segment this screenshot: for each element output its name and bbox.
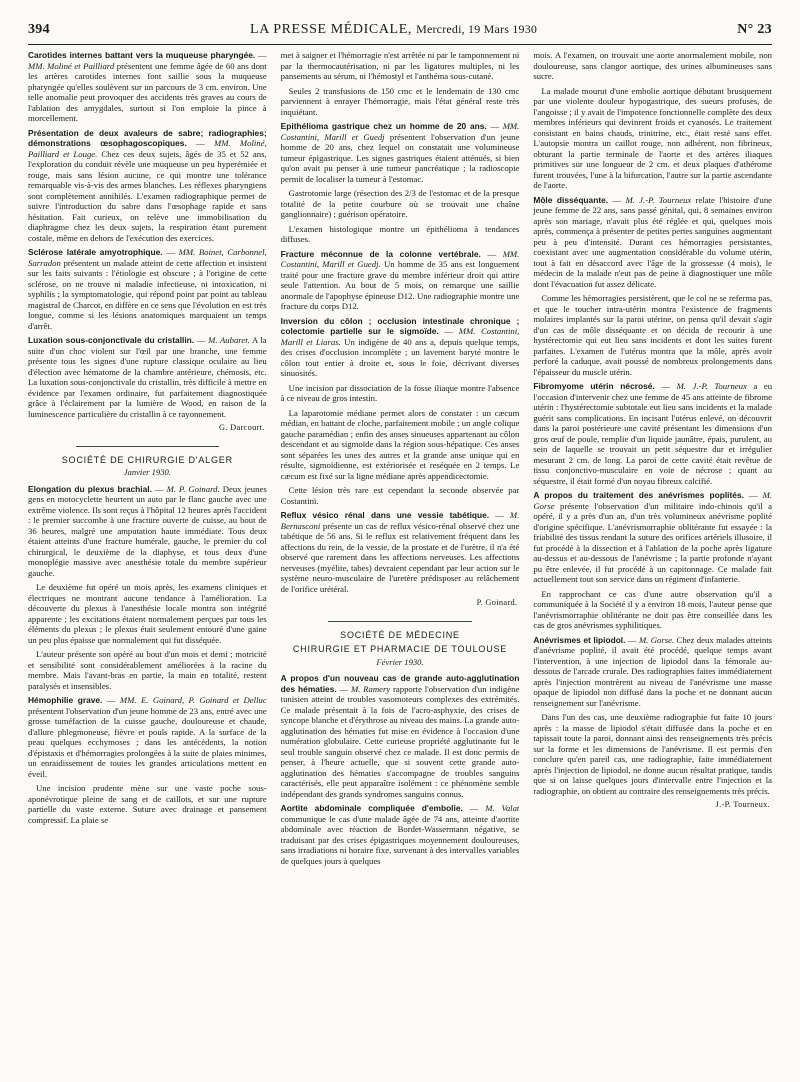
column-1 <box>28 50 267 1074</box>
article-title: Aortite abdominale compliquée d'embolie. <box>280 803 463 813</box>
article-fracture: Fracture méconnue de la colonne vertébrale. — MM. Costantini, Marill et Guedj. Un homme de 35 ans est longuement traité pour une fracture grave du membre inférieur droit qui attire seule l'attention. Au bout de 5 mois, on remarque une saillie anormale de l'apophyse épineuse D12. Une radiographie montre une fracture du corps D12. <box>280 248 520 311</box>
article-title: Hémophilie grave. <box>28 695 103 705</box>
signature: J.-P. Tourneux. <box>715 800 771 809</box>
paragraph: Une incision par dissociation de la fosse iliaque montre l'absence à ce niveau de gros intestin. <box>280 382 520 403</box>
paragraph: Cette lésion très rare est cependant la seconde observée par Costantini. <box>280 485 520 506</box>
article-authors: M. J.-P. Tourneux <box>676 381 747 391</box>
signature: P. Goinard. <box>476 598 518 607</box>
article-authors: MM. Boinet, Carbonnel, Sarradon <box>28 247 267 268</box>
article-title: Fibromyome utérin nécrosé. <box>533 381 655 391</box>
article-text: A la suite d'un choc violent sur l'œil par une branche, une femme présente tous les signes d'une rupture classique oculaire au lieu d'élection avec hématome de la chambre antérieure, chémosis, etc. La luxation sous-conjonctivale du cristallin, très difficile à mettre en évidence par l'examen ordinaire, fut parfaitement diagnostiquée grâce à l'éclairement par la lumière de Wood, en raison de la luminescence particulière du cristallin à ce rayonnement. <box>28 335 267 419</box>
article-text: présentent un malade atteint de cette affection et insistent sur les faits suivants : l'étiologie est obscure ; à l'origine de cette sclérose, on ne trouve ni maladie infectieuse, ni intoxication, ni syphilis ; la symptomatologie, qui répond point par point au tableau magistral de Charcot, en diffère en ce sens que l'évolution en est très longue, comme si les lésions anatomiques marquaient un temps d'arrêt. <box>28 257 267 331</box>
article-auto-agglutination: A propos d'un nouveau cas de grande auto-agglutination des hématies. — M. Ramery rapporte l'observation d'un indigène tunisien atteint de troubles vasomoteurs complexes des extrémités. Ce malade présentait à la fois de l'acro-asphyxie, des crises de syncope blanche et d'érythrose au niveau des mains. La grande auto-agglutination des hématies fut mise en évidence à l'occasion d'une numération globulaire. Cette curieuse propriété agglutinante fut le seul trouble sanguin observé chez ce malade. Il est donc permis de penser, à l'heure actuelle, que si souvent cette grande auto-agglutination des hématies s'accompagne de troubles sanguins caractérisés, elle peut apparaître isolément : ce phénomène semble indépendant des grands syndromes sanguins connus. <box>280 673 520 799</box>
article-authors: M. Ramery <box>350 683 391 694</box>
article-title: Luxation sous-conjonctivale du cristallin. <box>28 335 195 345</box>
society-title: SOCIÉTÉ DE MÉDECINE <box>340 629 460 640</box>
article-title: Fracture méconnue de la colonne vertébrale. <box>280 248 481 259</box>
article-anevrismes-poplites: A propos du traitement des anévrismes poplités. — M. Gorse présente l'observation d'un militaire indo-chinois qu'il a opéré, il y a près d'un an, d'un très volumineux anévrisme poplité d'origine spécifique. L'anévrismorraphie oblitérante fut essayée : la friabilité des tissus rendant la suture des orifices artériels illusoire, il fut procédé à la dissection et à l'ablation de la poche après ligature au-dessus et au-dessous de l'anévrisme ; la partie profonde n'ayant pu être enlevée, il fut procédé à un capitonnage. Ce malade fait actuellement tout son service dans un régiment d'infanterie. <box>533 490 773 584</box>
article-hemophilie: Hémophilie grave. — MM. E. Goinard, P. Goinard et Delluc présentent l'observation d'un jeune homme de 23 ans, entré avec une grosse tuméfaction de la cuisse gauche, douloureuse et chaude, d'allure phlegmoneuse, fièvre et pouls rapide. A la surface de la peau quelques ecchymoses ; dans les antécédents, la notion d'épistaxis et d'hémorragies prolongées à la suite de plaies minimes, un enraidissement de toutes les grandes articulations mettent en éveil. <box>28 695 267 779</box>
article-title: Carotides internes battant vers la muqueuse pharyngée. <box>28 50 256 60</box>
article-text: Un indigène de 40 ans a, depuis quelque temps, des crises d'occlusion incomplète ; un lavement baryté montre le côlon tout entier à droite et, sous le foie, décrivant diverses sinuosités. <box>280 336 520 378</box>
society-date: Février 1930. <box>376 656 424 667</box>
article-text: présentent une femme âgée de 60 ans dont les artères carotides internes font saillie sous la muqueuse pharyngée qu'elles soulèvent sur un parcours de 3 cm. environ. Une telle anomalie peut provoquer des accidents très graves au cours de l'ablation des amygdales, surtout si l'on emploie la pince à morcellement. <box>28 60 267 123</box>
issue-number: N° 23 <box>737 22 772 37</box>
journal-title: LA PRESSE MÉDICALE, <box>250 22 412 37</box>
article-text: communique le cas d'une malade âgée de 74 ans, atteinte d'aortite abdominale avec réaction de Bordet-Wassermann négative, se traduisant par des crises épigastriques moyennement douloureuses, sans irradiations ni horaire fixe, survenant à des intervalles variables de quelques jours à quelques <box>280 813 520 866</box>
article-authors: MM. Costantini, Marill et Liaras. <box>280 326 520 347</box>
paragraph: Une incision prudente mène sur une vaste poche sous-aponévrotique pleine de sang et de caillots, et sur une rupture partielle du vaste externe. Suture avec drainage et pansement compressif. La plaie se <box>28 783 267 825</box>
section-divider <box>76 446 219 447</box>
article-text: présentent l'observation d'un jeune homme de 23 ans, entré avec une grosse tuméfaction de la cuisse gauche, douloureuse et chaude, d'allure phlegmoneuse, fièvre et pouls rapide. A la surface de la peau quelques ecchymoses ; dans les antécédents, la notion d'épistaxis et d'hémorragies prolongées à la suite de plaies minimes, un enraidissement de toutes les grandes articulations mettent en éveil. <box>28 705 267 779</box>
society-title: SOCIÉTÉ DE CHIRURGIE D'ALGER <box>61 454 233 465</box>
article-authors: MM. Costantini, Marill et Guedj. <box>280 248 520 269</box>
article-title: Elongation du plexus brachial. <box>28 483 152 494</box>
article-lipiodol: Anévrismes et lipiodol. — M. Gorse. Chez deux malades atteints d'anévrisme poplité, il avait été procédé, quelque temps avant l'intervention, à une injection de lipiodol dans la fémorale au-dessous de l'arcade crurale. Des radiographies faites immédiatement après l'injection montrèrent au niveau de l'anévrisme une masse opaque de lipiodol non diffusé dans la poche et ne donnant aucun renseignement sur l'anévrisme. <box>533 634 773 708</box>
paragraph: La laparotomie médiane permet alors de constater : un cæcum médian, en battant de cloche, parfaitement mobile ; un angle colique gauche paramédian ; enfin des anses sinueuses appartenant au côlon descendant et au sigmoïde dans la région sous-hépatique. Ces anses sont séparées les unes des autres et la grande anse unique qui en résulte, sigmoïdienne, est extériorisée et reséquée en 2 temps. Le cæcum est fixé sur la ligne médiane après appendicectomie. <box>280 407 520 481</box>
article-title: Anévrismes et lipiodol. <box>533 634 626 645</box>
issue-date: Mercredi, 19 Mars 1930 <box>416 22 538 36</box>
article-title: A propos du traitement des anévrismes poplités. <box>533 490 744 500</box>
article-reflux: Reflux vésico rénal dans une vessie tabétique. — M. Bernasconi présente un cas de reflux vésico-rénal observé chez une tabétique de 56 ans. Si le reflux est relativement fréquent dans les affections du rein, de la vessie, de la prostate et de l'urètre, il n'a été observé que rarement dans les affections nerveuses. Les affections nerveuses (myélite, tabes) devraient cependant par leur action sur le système neuro-musculaire de l'uretère prédisposer au relâchement de l'orifice urétéral. <box>280 510 520 594</box>
paragraph: Seules 2 transfusions de 150 cmc et le lendemain de 130 cmc parviennent à enrayer l'hémorragie, mais l'état général reste très inquiétant. <box>280 85 520 117</box>
article-text: Chez deux malades atteints d'anévrisme poplité, il avait été procédé, quelque temps avant l'intervention, à une injection de lipiodol dans la fémorale au-dessous de l'arcade crurale. Des radiographies faites immédiatement après l'injection montrèrent au niveau de l'anévrisme une masse opaque de lipiodol non diffusé dans la poche et ne donnant aucun renseignement sur l'anévrisme. <box>533 634 773 708</box>
paragraph: En rapprochant ce cas d'une autre observation qu'il a communiquée à la Société il y a environ 18 mois, l'auteur pense que l'anévrismorraphie oblitérante ne doit pas être conseillée dans les cas de gros anévrismes syphilitiques. <box>533 588 773 630</box>
article-aortite: Aortite abdominale compliquée d'embolie. — M. Valat communique le cas d'une malade âgée de 74 ans, atteinte d'aortite abdominale avec réaction de Bordet-Wassermann négative, se traduisant par des crises épigastriques moyennement douloureuses, sans irradiations ni horaire fixe, survenant à des intervalles variables de quelques jours à quelques <box>280 803 520 866</box>
paragraph: Dans l'un des cas, une deuxième radiographie fut faite 10 jours après : la masse de lipiodol s'était diffusée dans la poche et en tapissait toute la paroi, donnant ainsi des renseignements très précis sur la forme et les dimensions de l'anévrisme. Il est permis d'en conclure qu'en pareil cas, une radiographie, faite immédiatement après l'injection de lipiodol, ne donne aucun résultat pratique, tandis que si on laisse quelques jours d'intervalle entre l'injection et la radiographie, on obtient au contraire des renseignements très précis. <box>533 712 773 796</box>
article-title: A propos d'un nouveau cas de grande auto-agglutination des hématies. <box>280 673 520 694</box>
article-text: présentent l'observation d'un jeune homme de 20 ans, chez lequel on constatait une volumineuse tumeur épigastrique. Les signes gastriques étaient atténués, si bien qu'on avait pu penser à une tumeur pancréatique ; la radioscopie permit de localiser la tumeur à l'estomac. <box>280 131 520 184</box>
paragraph: La malade mourut d'une embolie aortique débutant brusquement par une violente douleur hypogastrique, des sueurs profuses, de l'angoisse ; il y avait de l'impotence fonctionnelle complète des deux membres inférieurs qui devinrent froids et cyanosés. Le traitement consistant en bains chauds, trinitrine, etc., était resté sans effet. L'autopsie montra un caillot rouge, non adhérent, non fibrineux, obturant la partie terminale de l'aorte et des artères iliaques primitives sur une longueur de 2 cm. et deux plaques d'athérome furent trouvées, l'une à la bifurcation, l'autre sur la partie ascendante de l'aorte. <box>533 85 773 190</box>
columns <box>28 50 772 1074</box>
article-text: Chez ces deux sujets, âgés de 35 et 52 ans, l'exploration du conduit révèle une muqueuse un peu hyperémiée et rouge, mais sans lésion aucune, ce qui montre une tolérance remarquable vis-à-vis des armes blanches. Les réflexes pharyngiens sont complètement annihilés. L'examen radiographique permet de suivre l'introduction du sabre dans l'œsophage rapide et sans hésitation. Fait curieux, on relève une immobilisation du diaphragme chez les deux sujets, la respiration étant purement costale, même en dehors de l'exécution des exercices. <box>28 148 267 243</box>
article-authors: MM. Costantini, Marill et Guedj <box>280 121 520 142</box>
article-luxation: Luxation sous-conjonctivale du cristallin. — M. Aubaret. A la suite d'un choc violent sur l'œil par une branche, une femme présente tous les signes d'une rupture classique oculaire au lieu d'élection avec hématome de la chambre antérieure, chémosis, etc. La luxation sous-conjonctivale du cristallin, très difficile à mettre en évidence par l'examen ordinaire, fut parfaitement diagnostiquée grâce à l'éclairement par la lumière de Wood, en raison de la luminescence particulière du cristallin à ce rayonnement. <box>28 335 267 419</box>
article-mole: Môle disséquante. — M. J.-P. Tourneux relate l'histoire d'une jeune femme de 22 ans, sans passé génital, qui, 8 semaines environ après son mariage, n'avait plus été réglée et qui, quelques mois après, commença à présenter de petites pertes sanguines augmentant peu à peu d'intensité. Durant ces hémorragies persistantes, coexistant avec une augmentation considérable du volume utérin, tout à fait en désaccord avec l'âge de la grossesse (4 mois), le médecin de la malade n'eut pas de peine à diagnostiquer une môle dont l'évacuation fut assez délicate. <box>533 194 773 289</box>
article-title: Epithélioma gastrique chez un homme de 20 ans. <box>280 121 487 131</box>
article-authors: M. J.-P. Tourneux <box>625 194 692 205</box>
article-text: présente l'observation d'un militaire indo-chinois qu'il a opéré, il y a près d'un an, d'un très volumineux anévrisme poplité d'origine spécifique. L'anévrismorraphie oblitérante fut essayée : la friabilité des tissus rendant la suture des orifices artériels illusoire, il fut procédé à la dissection et à l'ablation de la poche après ligature au-dessus et au-dessous de l'anévrisme ; la partie profonde n'ayant pu être enlevée, il fut procédé à un capitonnage. Ce malade fait actuellement tout son service dans un régiment d'infanterie. <box>533 500 773 584</box>
article-text: Deux jeunes gens en motocyclette heurtent un auto par le flanc gauche avec une extrême violence. Ils sont reçus à l'hôpital 12 heures après l'accident : le premier succombe à une fracture ouverte de cuisse, au bout de 36 heures, malgré une amputation haute immédiate. Tous deux étaient atteints d'une fracture humérale, gauche, le premier du col chirurgical, le deuxième de la diaphyse, et tous deux d'une monoplégie massive avec anesthésie totale du membre supérieur gauche. <box>28 483 267 578</box>
article-inversion-colon: Inversion du côlon ; occlusion intestinale chronique ; colectomie partielle sur le sigmoïde. — MM. Costantini, Marill et Liaras. Un indigène de 40 ans a, depuis quelque temps, des crises d'occlusion incomplète ; un lavement baryté montre le côlon tout entier à droite et, sous le foie, décrivant diverses sinuosités. <box>280 315 520 378</box>
paragraph: L'examen histologique montre un épithélioma à tendances diffuses. <box>280 223 520 244</box>
article-text: relate l'histoire d'une jeune femme de 22 ans, sans passé génital, qui, 8 semaines environ après son mariage, n'avait plus été réglée et qui, quelques mois après, commença à présenter de petites pertes sanguines augmentant peu à peu d'intensité. Durant ces hémorragies persistantes, coexistant avec une augmentation considérable du volume utérin, tout à fait en désaccord avec l'âge de la grossesse (4 mois), le médecin de la malade n'eut pas de peine à diagnostiquer une môle dont l'évacuation fut assez délicate. <box>533 194 773 289</box>
article-text: a eu l'occasion d'intervenir chez une femme de 45 ans atteinte de fibrome utérin : l'hystérectomie subtotale eut lieu sans incidents et la malade guérit sans complications. En incisant l'utérus enlevé, on découvrit dans la paroi postérieure une cavité présentant les dimensions d'un gros œuf de poule, remplie d'un liquide jaunâtre, épais, purulent, au sein de laquelle se trouvait un petit séquestre dur et irrégulier mesurant 2 cm. de long. La paroi de cette cavité était revêtue de tissu conjonctivo-musculaire en voie de nécrose ; quant au séquestre, il était formé d'un noyau fibreux calcifié. <box>533 381 773 486</box>
society-date: Janvier 1930. <box>123 467 171 477</box>
article-title: Reflux vésico rénal dans une vessie tabétique. <box>280 510 490 520</box>
section-divider <box>328 621 471 622</box>
column-3 <box>533 50 772 1074</box>
article-title: Inversion du côlon ; occlusion intestinale chronique ; colectomie partielle sur le sigmoïde. <box>280 315 520 336</box>
page-number: 394 <box>28 22 50 37</box>
article-text: Un homme de 35 ans est longuement traité pour une fracture grave du membre inférieur droit qui attire seule l'attention. Au bout de 5 mois, on remarque une saillie anormale de l'apophyse épineuse D12. Une radiographie montre une fracture du corps D12. <box>280 259 520 311</box>
article-authors: MM. Moliné et Pailliard <box>28 60 115 71</box>
paragraph: Comme les hémorragies persistèrent, que le col ne se referma pas, et que le toucher intra-utérin montra l'existence de fragments molaires implantés sur la paroi utérine, on pensa qu'il devait s'agir d'un cas de môle disséquante et on décida de recourir à une hystérectomie qui eut lieu sans incidents et dont les suites furent parfaites. L'examen de l'utérus montra que la môle, après avoir perforé la caduque, avait poussé de nombreux prolongements dans l'épaisseur du muscle utérin. <box>533 293 773 377</box>
article-epithelioma: Epithélioma gastrique chez un homme de 20 ans. — MM. Costantini, Marill et Guedj présentent l'observation d'un jeune homme de 20 ans, chez lequel on constatait une volumineuse tumeur épigastrique. Les signes gastriques étaient atténués, si bien qu'on avait pu penser à une tumeur pancréatique ; la radioscopie permit de localiser la tumeur à l'estomac. <box>280 121 520 184</box>
society-title-line2: CHIRURGIE ET PHARMACIE DE TOULOUSE <box>292 644 508 654</box>
article-elongation: Elongation du plexus brachial. — M. P. Goinard. Deux jeunes gens en motocyclette heurtent un auto par le flanc gauche avec une extrême violence. Ils sont reçus à l'hôpital 12 heures après l'accident : le premier succombe à une fracture ouverte de cuisse, au bout de 36 heures, malgré une amputation haute immédiate. Tous deux étaient atteints d'une fracture humérale, gauche, le premier du col chirurgical, le deuxième de la diaphyse, et tous deux d'une monoplégie massive avec anesthésie totale du membre supérieur gauche. <box>28 483 267 578</box>
article-sclerose: Sclérose latérale amyotrophique. — MM. Boinet, Carbonnel, Sarradon présentent un malade atteint de cette affection et insistent sur les faits suivants : l'étiologie est obscure ; à l'origine de cette sclérose, on ne trouve ni maladie infectieuse, ni intoxication, ni syphilis ; la symptomatologie, qui répond point par point au tableau magistral de Charcot, en diffère en ce sens que l'évolution en est très longue, comme si les lésions anatomiques marquaient un temps d'arrêt. <box>28 247 267 331</box>
article-title: Môle disséquante. <box>533 194 609 205</box>
article-authors: M. Aubaret. <box>208 335 250 345</box>
page-header <box>28 22 772 42</box>
article-authors: M. Gorse <box>533 490 773 511</box>
article-carotides: Carotides internes battant vers la muqueuse pharyngée. — MM. Moliné et Pailliard présentent une femme âgée de 60 ans dont les artères carotides internes font saillie sous la muqueuse pharyngée qu'elles soulèvent sur un parcours de 3 cm. environ. Une telle anomalie peut provoquer des accidents très graves au cours de l'ablation des amygdales, surtout si l'on emploie la pince à morcellement. <box>28 50 267 123</box>
article-title: Sclérose latérale amyotrophique. <box>28 247 163 257</box>
article-text: rapporte l'observation d'un indigène tunisien atteint de troubles vasomoteurs complexes des extrémités. Ce malade présentait à la fois de l'acro-asphyxie, des crises de syncope blanche et d'érythrose au niveau des mains. La grande auto-agglutination des hématies fut mise en évidence à l'occasion d'une numération globulaire. Cette curieuse propriété agglutinante fut le seul trouble sanguin observé chez ce malade. Il est donc permis de penser, à l'heure actuelle, que si souvent cette grande auto-agglutination des hématies s'accompagne de troubles sanguins caractérisés, elle peut apparaître isolément : ce phénomène semble indépendant des grands syndromes sanguins connus. <box>280 683 520 799</box>
paragraph: met à saigner et l'hémorragie n'est arrêtée ni par le tamponnement ni par la thermocautérisation, ni par les ligatures multiples, ni les pansements au sérum, ni l'hémostyl et l'anthéma sous-cutané. <box>280 50 520 81</box>
article-avaleurs-sabre: Présentation de deux avaleurs de sabre; radiographies; démonstrations œsophagoscopiques. — MM. Moliné, Pailliard et Louge. Chez ces deux sujets, âgés de 35 et 52 ans, l'exploration du conduit révèle une muqueuse un peu hyperémiée et rouge, mais sans lésion aucune, ce qui montre une tolérance remarquable vis-à-vis des armes blanches. Les réflexes pharyngiens sont complètement annihilés. L'examen radiographique permet de suivre l'introduction du sabre dans l'œsophage rapide et sans hésitation. Fait curieux, on relève une immobilisation du diaphragme chez les deux sujets, la respiration étant purement costale, même en dehors de l'exécution des exercices. <box>28 127 267 243</box>
article-authors: M. Valat <box>485 803 520 813</box>
paragraph: L'auteur présente son opéré au bout d'un mois et demi ; motricité et sensibilité sont considérablement améliorées à la racine du membre. Mais l'avant-bras en partie, la main en totalité, restent paralysés et insensibles. <box>28 649 267 691</box>
column-2 <box>281 50 520 1074</box>
article-authors: MM. Moliné, Pailliard et Louge. <box>28 138 267 159</box>
article-fibromyome: Fibromyome utérin nécrosé. — M. J.-P. Tourneux a eu l'occasion d'intervenir chez une femme de 45 ans atteinte de fibrome utérin : l'hystérectomie subtotale eut lieu sans incidents et la malade guérit sans complications. En incisant l'utérus enlevé, on découvrit dans la paroi postérieure une cavité présentant les dimensions d'un gros œuf de poule, remplie d'un liquide jaunâtre, épais, purulent, au sein de laquelle se trouvait un petit séquestre dur et irrégulier mesurant 2 cm. de long. La paroi de cette cavité était revêtue de tissu conjonctivo-musculaire en voie de nécrose ; quant au séquestre, il était formé d'un noyau fibreux calcifié. <box>533 381 773 486</box>
article-authors: M. P. Goinard. <box>166 483 220 494</box>
journal-masthead <box>250 22 537 38</box>
signature: G. Darcourt. <box>218 423 265 432</box>
article-title: Présentation de deux avaleurs de sabre; radiographies; démonstrations œsophagoscopiques. <box>28 127 267 148</box>
paragraph: Le deuxième fut opéré un mois après, les examens cliniques et électriques ne montrant aucune tendance à l'amélioration. La découverte du plexus à l'anesthésie locale montra son intégrité apparente ; les excitations étaient normalement perçues par tous les éléments du plexus ; le plexus était seulement entouré d'une gaine un peu plus épaisse que normalement qui fut disséquée. <box>28 582 267 645</box>
paragraph: Gastrotomie large (résection des 2/3 de l'estomac et de la presque totalité de la petite courbure où se trouvait une chaîne ganglionnaire) ; guérison opératoire. <box>280 188 520 219</box>
article-authors: M. Gorse. <box>638 634 675 645</box>
paragraph: mois. A l'examen, on trouvait une aorte anormalement mobile, non douloureuse, sans clangor aortique, des urines albumineuses sans sucre. <box>533 50 773 81</box>
header-rule <box>28 44 772 45</box>
article-text: présente un cas de reflux vésico-rénal observé chez une tabétique de 56 ans. Si le reflux est relativement fréquent dans les affections du rein, de la vessie, de la prostate et de l'urètre, il n'a été observé que rarement dans les affections nerveuses. Les affections nerveuses (myélite, tabes) devraient cependant par leur action sur le système neuro-musculaire de l'uretère prédisposer au relâchement de l'orifice urétéral. <box>280 520 520 594</box>
article-authors: MM. E. Goinard, P. Goinard et Delluc <box>119 695 267 705</box>
article-authors: M. Bernasconi <box>280 510 520 531</box>
